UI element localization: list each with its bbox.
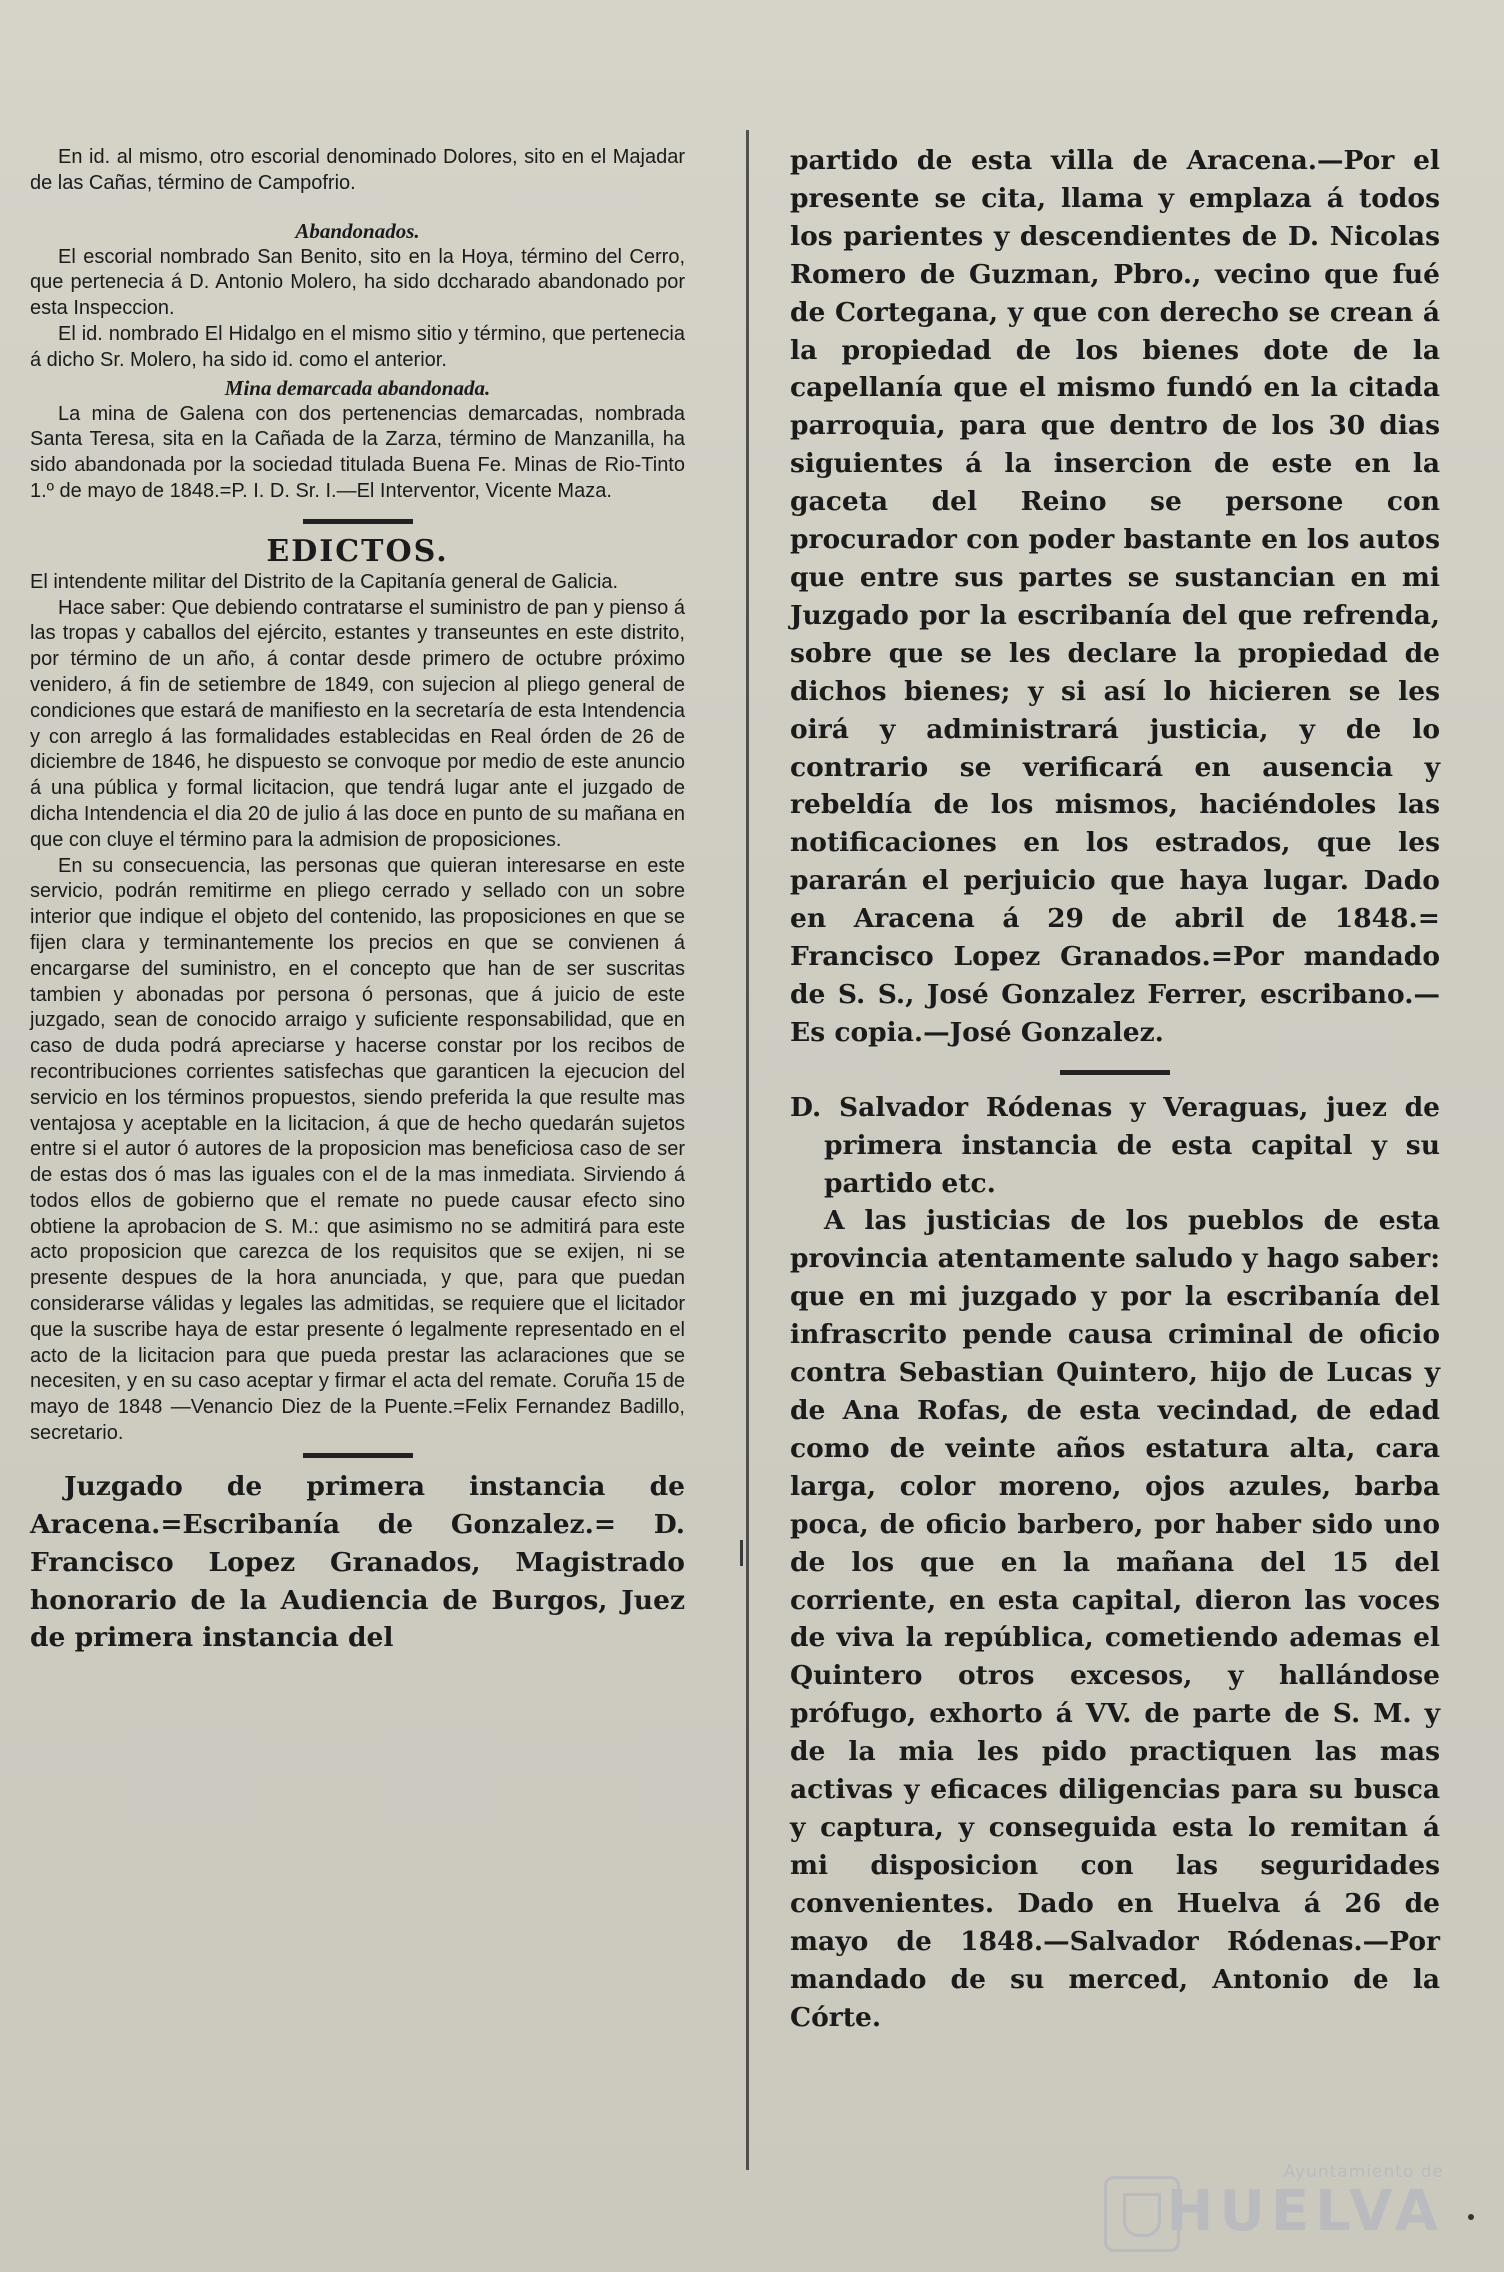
judge-heading: D. Salvador Ródenas y Veraguas, juez de primera instancia de esta capital y su partido etc.	[790, 1091, 1440, 1199]
section-rule	[303, 1453, 413, 1458]
watermark-bottom: HUELVA	[1166, 2179, 1444, 2244]
city-shield-icon	[1104, 2176, 1180, 2252]
judge-notice-huelva	[790, 1089, 1440, 2037]
watermark-top: Ayuntamiento de	[1283, 2162, 1444, 2182]
ink-dot	[1468, 2214, 1474, 2220]
court-notice-continued: partido de esta villa de Aracena.—Por el presente se cita, llama y emplaza á todos los parientes y descendientes de D. Nicolas Romero de Guzman, Pbro., vecino que fué de Cortegana, y que con derecho se crean á la propiedad de los bienes dote de la capellanía que el mismo fundó en la citada parroquia, para que dentro de los 30 dias siguientes á la insercion de este en la gaceta del Reino se persone con procurador con poder bastante en los autos que entre sus partes se sustancian en mi Juzgado por la escribanía del que refrenda, sobre que se les declare la propiedad de dichos bienes; y si así lo hicieren se les oirá y administrará justicia, y de lo contrario se verificará en ausencia y rebeldía de los mismos, haciéndoles las notificaciones en los estrados, que les pararán el perjuicio que haya lugar. Dado en Aracena á 29 de abril de 1848.= Francisco Lopez Granados.=Por mandado de S. S., José Gonzalez Ferrer, escribano.—Es copia.—José Gonzalez.	[790, 145, 1440, 1048]
edicts-heading: EDICTOS.	[266, 533, 449, 569]
mining-intro: En id. al mismo, otro escorial denominado Dolores, sito en el Majadar de las Cañas, término de Campofrio.	[30, 146, 685, 194]
judge-paragraph: A las justicias de los pueblos de esta provincia atentamente saludo y hago saber: que en mi juzgado y por la escribanía del infrascrito pende causa criminal de oficio contra Sebastian Quintero, hijo de Lucas y de Ana Rofas, de esta vecindad, de edad como de veinte años estatura alta, cara larga, color moreno, ojos azules, barba poca, de oficio barbero, por haber sido uno de los que en la mañana del 15 del corriente, en esta capital, dieron las voces de viva la república, cometiendo ademas el Quintero otros excesos, y hallándose prófugo, exhorto á VV. de parte de S. M. y de la mia les pido practiquen las mas activas y eficaces diligencias para su busca y captura, y conseguida esta lo remitan á mi disposicion con las seguridades convenientes. Dado en Huelva á 26 de mayo de 1848.—Salvador Ródenas.—Por mandado de su merced, Antonio de la Córte.	[790, 1205, 1440, 2033]
column-divider	[746, 130, 749, 2170]
edict-paragraph: En su consecuencia, las personas que quieran interesarse en este servicio, podrán remitirme en pliego cerrado y sellado con un sobre interior que indique el objeto del contenido, las proposiciones en que se fijen clara y terminantemente los precios en que se convienen á encargarse del suministro, en el concepto que han de ser suscritas tambien y abonadas por persona ó personas, que á juicio de este juzgado, sean de conocido arraigo y suficiente responsabilidad, que en caso de duda podrá apreciarse y hacerse constar por los recibos de recontribuciones corrientes satisfechas que garanticen la ejecucion del servicio en los términos propuestos, siendo preferida la que resulte mas ventajosa y aceptable en la licitacion, á que de hecho quedarán sujetos entre si el autor ó autores de la proposicion mas beneficiosa caso de ser de estas dos ó mas las iguales con el de la mas inmediata. Sirviendo á todos ellos de gobierno que el remate no puede causar efecto sino obtiene la aprobacion de S. M.: que asimismo no se admitirá para este acto proposicion que carezca de los requisitos que se exijen, ni se presente despues de la hora anunciada, y que, para que puedan considerarse válidas y legales las admitidas, se requiere que el licitador que la suscribe haya de estar presente ó legalmente representado en el acto de la licitacion para que pueda prestar las aclaraciones que se necesiten, y en su caso aceptar y firmar el acta del remate. Coruña 15 de mayo de 1848 —Venancio Diez de la Puente.=Felix Fernandez Badillo, secretario.	[30, 854, 685, 1445]
section-rule	[1060, 1070, 1170, 1075]
mine-heading: Mina demarcada abandonada.	[224, 375, 491, 400]
court-notice-aracena-continued	[790, 142, 1440, 1052]
archive-watermark	[1104, 2162, 1444, 2252]
abandoned-paragraph: El escorial nombrado San Benito, sito en la Hoya, término del Cerro, que pertenecia á D. Antonio Molero, ha sido dccharado abandonado por esta Inspeccion.	[30, 245, 685, 320]
court-notice-aracena	[30, 1468, 685, 1658]
mining-notices	[30, 145, 685, 505]
abandoned-paragraph: El id. nombrado El Hidalgo en el mismo sitio y término, que pertenecia á dicho Sr. Molero, ha sido id. como el anterior.	[30, 322, 685, 371]
abandoned-heading: Abandonados.	[295, 218, 420, 243]
left-column	[30, 145, 685, 1657]
edict-paragraph: Hace saber: Que debiendo contratarse el suministro de pan y pienso á las tropas y caballos del ejército, estantes y transeuntes en este distrito, por término de un año, á contar desde primero de octubre próximo venidero, á fin de setiembre de 1849, con sujecion al pliego general de condiciones que estará de manifiesto en la secretaría de esta Intendencia y con arreglo á las formalidades establecidas en Real órden de 26 de diciembre de 1846, he dispuesto se convoque por medio de este anuncio á una pública y formal licitacion, que tendrá lugar ante el juzgado de dicha Intendencia el dia 20 de julio á las doce en punto de su mañana en que con cluye el término para la admision de proposiciones.	[30, 596, 685, 851]
military-edict	[30, 570, 685, 1447]
court-notice-start: Juzgado de primera instancia de Aracena.=Escribanía de Gonzalez.= D. Francisco Lopez Granados, Magistrado honorario de la Audiencia de Burgos, Juez de primera instancia del	[30, 1470, 685, 1654]
mine-paragraph: La mina de Galena con dos pertenencias demarcadas, nombrada Santa Teresa, sita en la Cañada de la Zarza, término de Manzanilla, ha sido abandonada por la sociedad titulada Buena Fe. Minas de Rio-Tinto 1.º de mayo de 1848.=P. I. D. Sr. I.—El Interventor, Vicente Maza.	[30, 402, 685, 502]
edict-intro: El intendente militar del Distrito de la Capitanía general de Galicia.	[30, 570, 619, 593]
right-column	[790, 142, 1440, 2036]
section-rule	[303, 519, 413, 524]
column-divider-mark	[740, 1540, 743, 1566]
